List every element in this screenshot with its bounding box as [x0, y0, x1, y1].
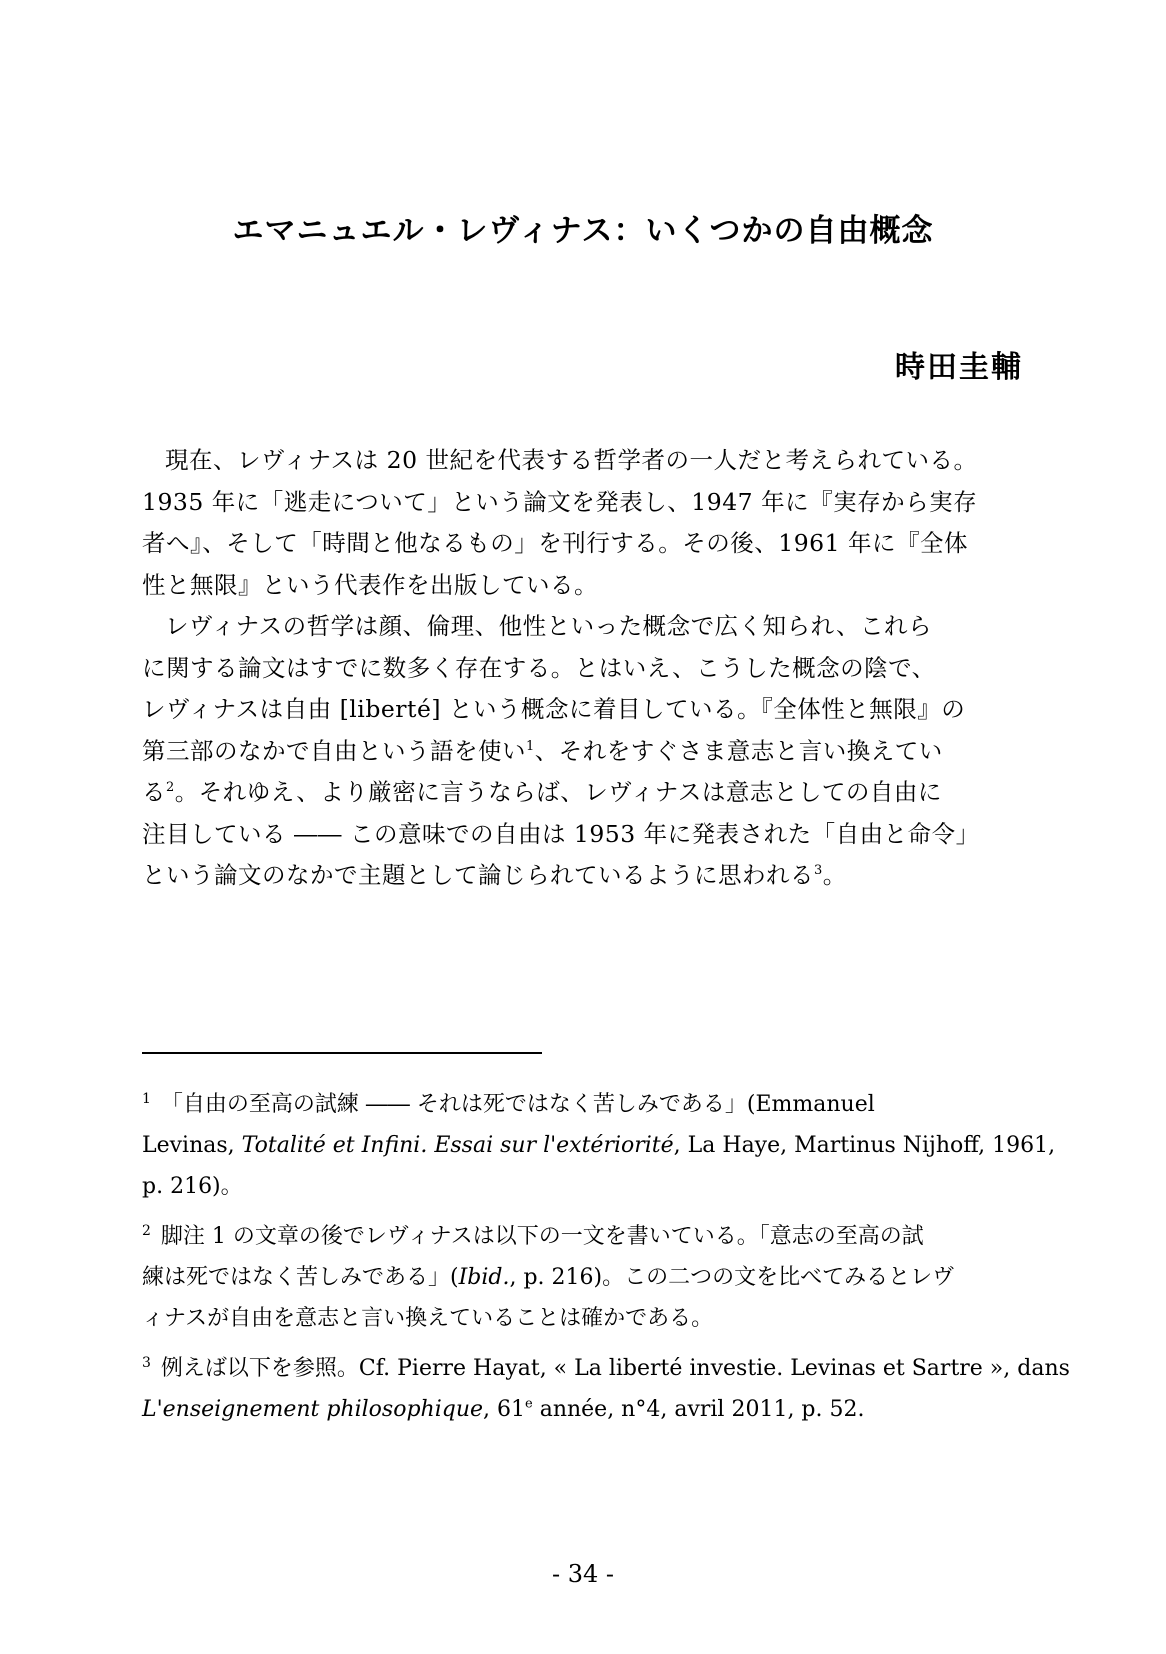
footnote-ref-2[interactable]: 2: [166, 780, 175, 796]
text-line: 性と無限』という代表作を出版している。: [142, 570, 598, 599]
footnote-line: [142, 1348, 1070, 1389]
footnote-text: 脚注 1 の文章の後でレヴィナスは以下の一文を書いている。「意志の至高の試: [160, 1224, 924, 1249]
text-fragment: 第三部のなかで自由という語を使い: [142, 736, 526, 765]
footnote-text: 例えば以下を参照。Cf. Pierre Hayat, « La liberté investie. Levinas et Sartre », dans: [160, 1356, 1070, 1381]
footnote-text: , 61: [483, 1397, 525, 1422]
text-line: 者へ』、そして「時間と他なるもの」を刊行する。その後、1961 年に『全体: [142, 529, 969, 557]
footnote-line: [142, 1216, 1022, 1257]
cited-title: Totalité et Infini. Essai sur l'extériorité: [241, 1133, 674, 1158]
text-fragment: という論文のなかで主題として論じられているように思われる: [142, 861, 814, 889]
footnote-line: [142, 1257, 1022, 1298]
footnote-line: ィナスが自由を意志と言い換えていることは確かである。: [142, 1306, 714, 1331]
footnote-1: [142, 1084, 1056, 1207]
footnote-text: 「自由の至高の試練 ―― それは死ではなく苦しみである」(Emmanuel: [160, 1092, 875, 1117]
text-line: レヴィナスの哲学は顔、倫理、他性といった概念で広く知られ、これら: [165, 612, 933, 640]
footnote-text: année, n°4, avril 2011, p. 52.: [532, 1397, 865, 1422]
paper-title: エマニュエル・レヴィナス：いくつかの自由概念: [232, 213, 934, 249]
text-line: 現在、レヴィナスは 20 世紀を代表する哲学者の一人だと考えられている。: [165, 446, 978, 474]
paragraph-2: [142, 606, 1022, 897]
footnote-ref-3[interactable]: 3: [814, 863, 823, 879]
page-number: - 34 -: [551, 1560, 614, 1588]
cited-title: Ibid.: [458, 1265, 510, 1290]
footnote-number: 1: [142, 1090, 151, 1107]
text-fragment: 、それをすぐさま意志と言い換えてい: [534, 736, 943, 765]
paragraph-1: [142, 440, 1022, 606]
footnote-text: Levinas,: [142, 1133, 242, 1158]
footnote-text: , La Haye, Martinus Nijhoff, 1961,: [673, 1133, 1056, 1158]
footnote-text: 練は死ではなく苦しみである」(: [142, 1265, 459, 1290]
footnote-line: [142, 1125, 1056, 1166]
footnote-text: , p. 216)。この二つの文を比べてみるとレヴ: [509, 1265, 955, 1290]
text-fragment: る: [142, 778, 166, 806]
ordinal-suffix: e: [525, 1396, 533, 1412]
footnotes: [142, 1084, 1070, 1439]
cited-title: L'enseignement philosophique: [142, 1397, 484, 1422]
text-line: [119, 772, 1022, 814]
main-text: [142, 440, 1022, 897]
text-line: [119, 731, 1022, 773]
text-line: [119, 855, 1022, 897]
footnote-line: [142, 1084, 1022, 1125]
footnote-line: [142, 1389, 1022, 1430]
footnote-line: p. 216)。: [142, 1174, 243, 1199]
footnote-3: [142, 1348, 1070, 1430]
footnote-number: 3: [142, 1354, 151, 1371]
text-line: に関する論文はすでに数多く存在する。とはいえ、こうした概念の陰で、: [142, 653, 936, 682]
text-fragment: 。それゆえ、より厳密に言うならば、レヴィナスは意志としての自由に: [174, 778, 942, 806]
footnote-separator: [142, 1052, 542, 1054]
footnote-ref-1[interactable]: 1: [526, 738, 535, 754]
footnote-2: [142, 1216, 1022, 1339]
footnote-number: 2: [142, 1222, 151, 1239]
text-line: 1935 年に「逃走について」という論文を発表し、1947 年に『実存から実存: [142, 487, 978, 516]
text-line: 注目している ―― この意味での自由は 1953 年に発表された「自由と命令」: [142, 819, 980, 848]
text-line: レヴィナスは自由 [liberté] という概念に着目している。『全体性と無限』の: [142, 695, 966, 723]
text-fragment: 。: [822, 861, 847, 889]
author-name: 時田圭輔: [895, 350, 1023, 385]
